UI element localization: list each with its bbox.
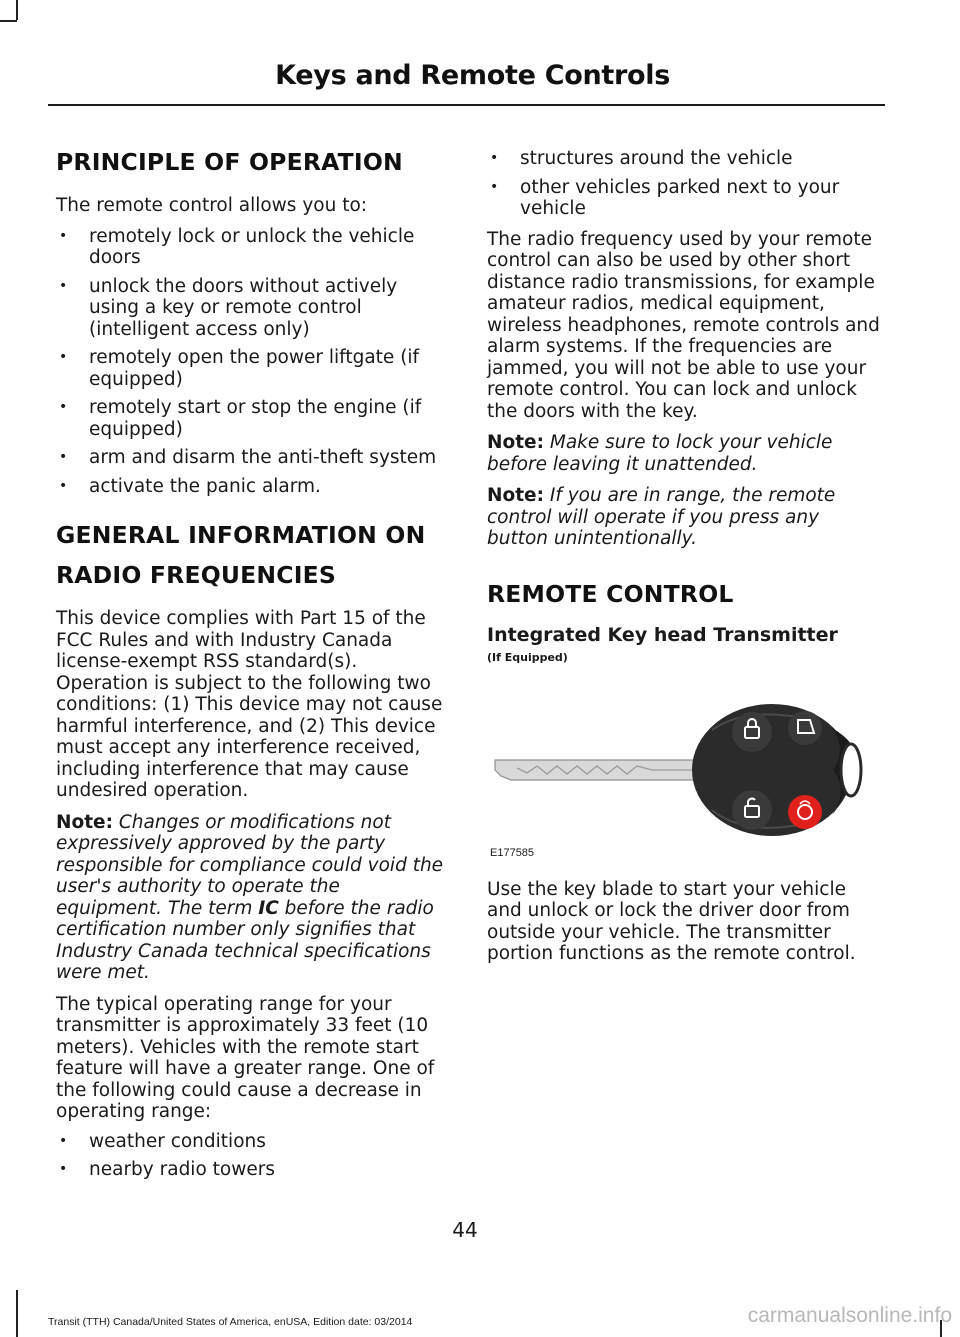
page-number: 44 xyxy=(452,1218,478,1242)
unlock-button-icon xyxy=(732,790,772,830)
list-item: • arm and disarm the anti-theft system xyxy=(56,447,448,469)
fob-body xyxy=(692,704,852,836)
range-list xyxy=(56,1131,448,1181)
intro-text: The remote control allows you to: xyxy=(56,195,367,216)
frequency-paragraph: The radio frequency used by your remote control can also be used by other short distance radio transmissions, for example amateur radios, medical equipment, wireless headphones, remote controls and alarm systems. If the frequencies are jammed, you will not be able to use your remote control. You can lock and unlock the doors with the key. xyxy=(487,228,880,422)
heading-integrated-key-head-transmitter: Integrated Key head Transmitter xyxy=(487,623,838,646)
note-lock-vehicle xyxy=(487,432,881,475)
note-label: Note: xyxy=(56,811,113,833)
list-item: • remotely lock or unlock the vehicle doors xyxy=(56,226,448,269)
page-footer: Transit (TTH) Canada/United States of America, enUSA, Edition date: 03/2014 xyxy=(48,1316,413,1328)
key-fob-illustration xyxy=(487,700,879,850)
note-in-range xyxy=(487,485,881,550)
heading-remote-control: REMOTE CONTROL xyxy=(487,579,734,608)
key-fob-figure xyxy=(487,700,879,865)
watermark: carmanualsonline.info xyxy=(747,1304,952,1327)
fcc-paragraph: This device complies with Part 15 of the FCC Rules and with Industry Canada license-exempt RSS standard(s). Operation is subject to the following two conditions: (1) This device may not cause harmful interference, and (2) This device must accept any interference received, including interference that may cause undesired operation. xyxy=(56,608,443,801)
crop-mark xyxy=(16,1290,18,1337)
key-blade-paragraph: Use the key blade to start your vehicle and unlock or lock the driver door from outside your vehicle. The transmitter portion functions as the remote control. xyxy=(487,878,856,964)
right-column xyxy=(487,148,881,965)
range-paragraph: The typical operating range for your transmitter is approximately 33 feet (10 meters). Vehicles with the remote start feature will have a greater range. One of the following could cause a decrease in operating range: xyxy=(56,993,435,1122)
header-rule xyxy=(48,104,885,106)
list-item: • remotely open the power liftgate (if equipped) xyxy=(56,347,448,390)
list-item: • remotely start or stop the engine (if equipped) xyxy=(56,397,448,440)
heading-principle-of-operation: PRINCIPLE OF OPERATION xyxy=(56,148,403,176)
range-list-continued xyxy=(487,148,881,220)
panic-button-icon xyxy=(788,795,822,829)
left-column xyxy=(56,140,448,1181)
if-equipped-label: (If Equipped) xyxy=(487,650,568,664)
note-label: Note: xyxy=(487,432,544,453)
note-text: Changes or modifications not expressively approved by the party responsible for compliance could void the user's authority to operate the equipment. The term xyxy=(56,811,444,919)
note-text: before the radio certification number only signifies that Industry Canada technical specifications were met. xyxy=(56,897,434,983)
list-item: • unlock the doors without actively using a key or remote control (intelligent access only) xyxy=(56,276,448,341)
note-text: Make sure to lock your vehicle before leaving it unattended. xyxy=(487,432,833,475)
crop-mark xyxy=(0,20,17,22)
feature-list xyxy=(56,226,448,498)
note-text: If you are in range, the remote control will operate if you press any button unintentionally. xyxy=(487,485,836,549)
heading-general-information-line2: RADIO FREQUENCIES xyxy=(56,561,337,589)
note-ic-term: IC xyxy=(258,897,279,919)
list-item: • structures around the vehicle xyxy=(487,148,881,170)
figure-code: E177585 xyxy=(490,847,535,859)
note-label: Note: xyxy=(487,485,544,506)
liftgate-button-icon xyxy=(788,711,822,745)
heading-general-information-line1: GENERAL INFORMATION ON xyxy=(56,521,426,549)
page-header-title: Keys and Remote Controls xyxy=(275,60,670,91)
list-item: • other vehicles parked next to your vehicle xyxy=(487,177,881,220)
crop-mark xyxy=(16,0,18,20)
list-item: • activate the panic alarm. xyxy=(56,476,448,498)
list-item: • nearby radio towers xyxy=(56,1159,448,1181)
list-item: • weather conditions xyxy=(56,1131,448,1153)
note-changes xyxy=(56,812,448,984)
